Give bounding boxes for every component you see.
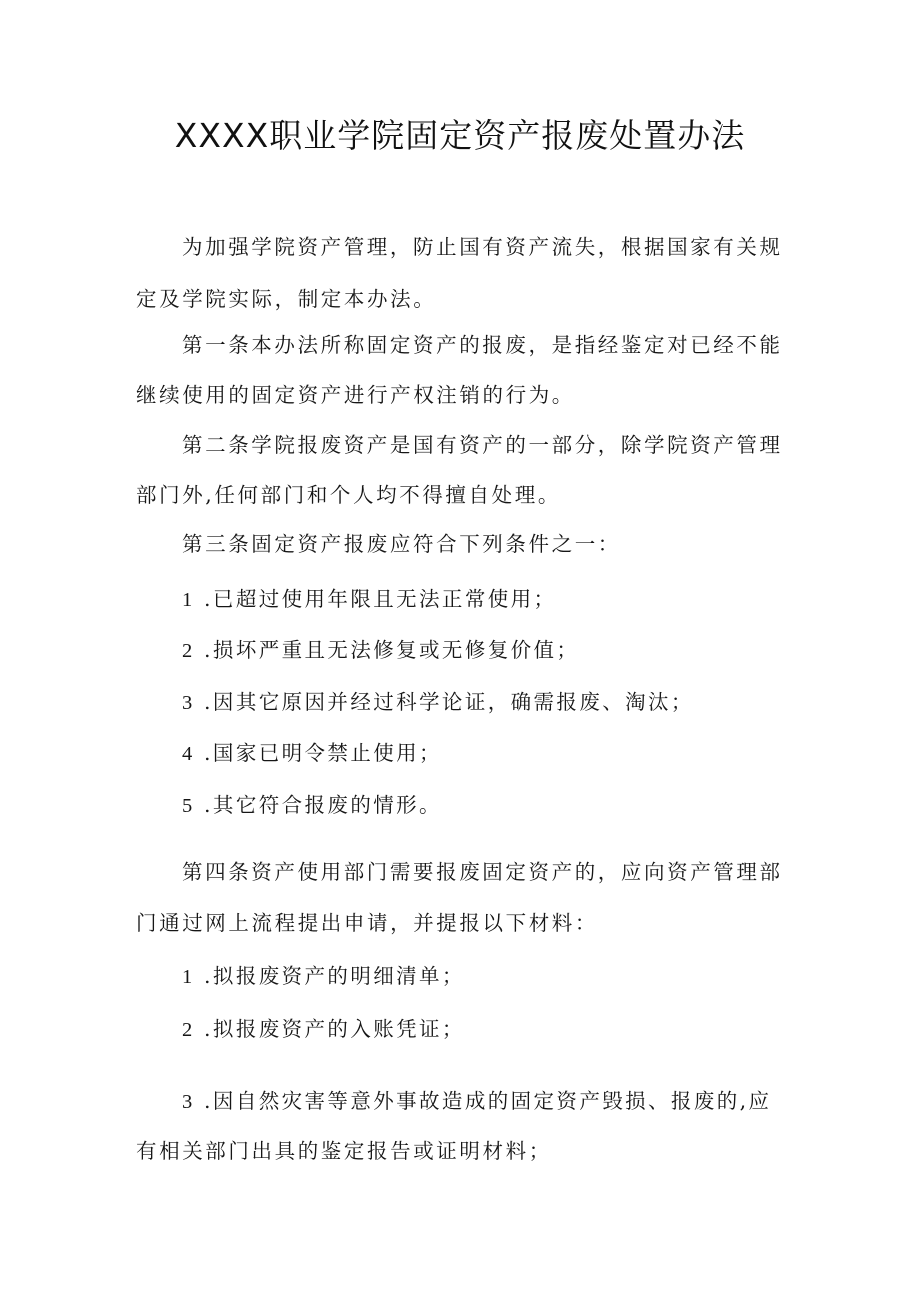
document-title: XXXX职业学院固定资产报废处置办法 xyxy=(174,116,746,155)
article4-item-2 xyxy=(182,1014,465,1045)
preamble-line-2: 定及学院实际，制定本办法。 xyxy=(136,287,437,311)
item-text: .拟报废资产的明细清单； xyxy=(204,964,465,988)
item-text: .因其它原因并经过科学论证，确需报废、淘汰； xyxy=(204,690,694,714)
item-text: .其它符合报废的情形。 xyxy=(204,793,442,817)
item-number: 2 xyxy=(182,640,193,662)
article2-line-1: 第二条学院报废资产是国有资产的一部分，除学院资产管理 xyxy=(182,433,783,457)
item-number: 5 xyxy=(182,795,193,817)
article3-heading: 第三条固定资产报废应符合下列条件之一： xyxy=(182,532,621,556)
item-number: 3 xyxy=(182,692,193,714)
article3-item-4 xyxy=(182,738,442,769)
item-text: .损坏严重且无法修复或无修复价值； xyxy=(204,638,580,662)
article2-line-2: 部门外,任何部门和个人均不得擅自处理。 xyxy=(136,483,561,507)
item-number: 1 xyxy=(182,966,193,988)
article4-item-3 xyxy=(182,1086,771,1117)
item-number: 2 xyxy=(182,1019,193,1041)
article4-item-3-continuation: 有相关部门出具的鉴定报告或证明材料； xyxy=(136,1139,552,1163)
preamble-line-1: 为加强学院资产管理，防止国有资产流失，根据国家有关规 xyxy=(182,235,783,259)
item-text: .国家已明令禁止使用； xyxy=(204,741,442,765)
article1-line-1: 第一条本办法所称固定资产的报废，是指经鉴定对已经不能 xyxy=(182,333,783,357)
item-number: 3 xyxy=(182,1091,193,1113)
item-number: 4 xyxy=(182,743,193,765)
article3-item-1 xyxy=(182,584,556,615)
article1-line-2: 继续使用的固定资产进行产权注销的行为。 xyxy=(136,383,575,407)
article4-line-2: 门通过网上流程提出申请，并提报以下材料： xyxy=(136,911,598,935)
article3-item-2 xyxy=(182,635,579,666)
article4-item-1 xyxy=(182,961,465,992)
item-text: .拟报废资产的入账凭证； xyxy=(204,1017,465,1041)
article3-item-3 xyxy=(182,687,694,718)
item-text: .因自然灾害等意外事故造成的固定资产毁损、报废的,应 xyxy=(204,1089,772,1113)
article3-item-5 xyxy=(182,790,442,821)
article4-line-1: 第四条资产使用部门需要报废固定资产的，应向资产管理部 xyxy=(182,860,783,884)
item-number: 1 xyxy=(182,589,193,611)
item-text: .已超过使用年限且无法正常使用； xyxy=(204,587,557,611)
